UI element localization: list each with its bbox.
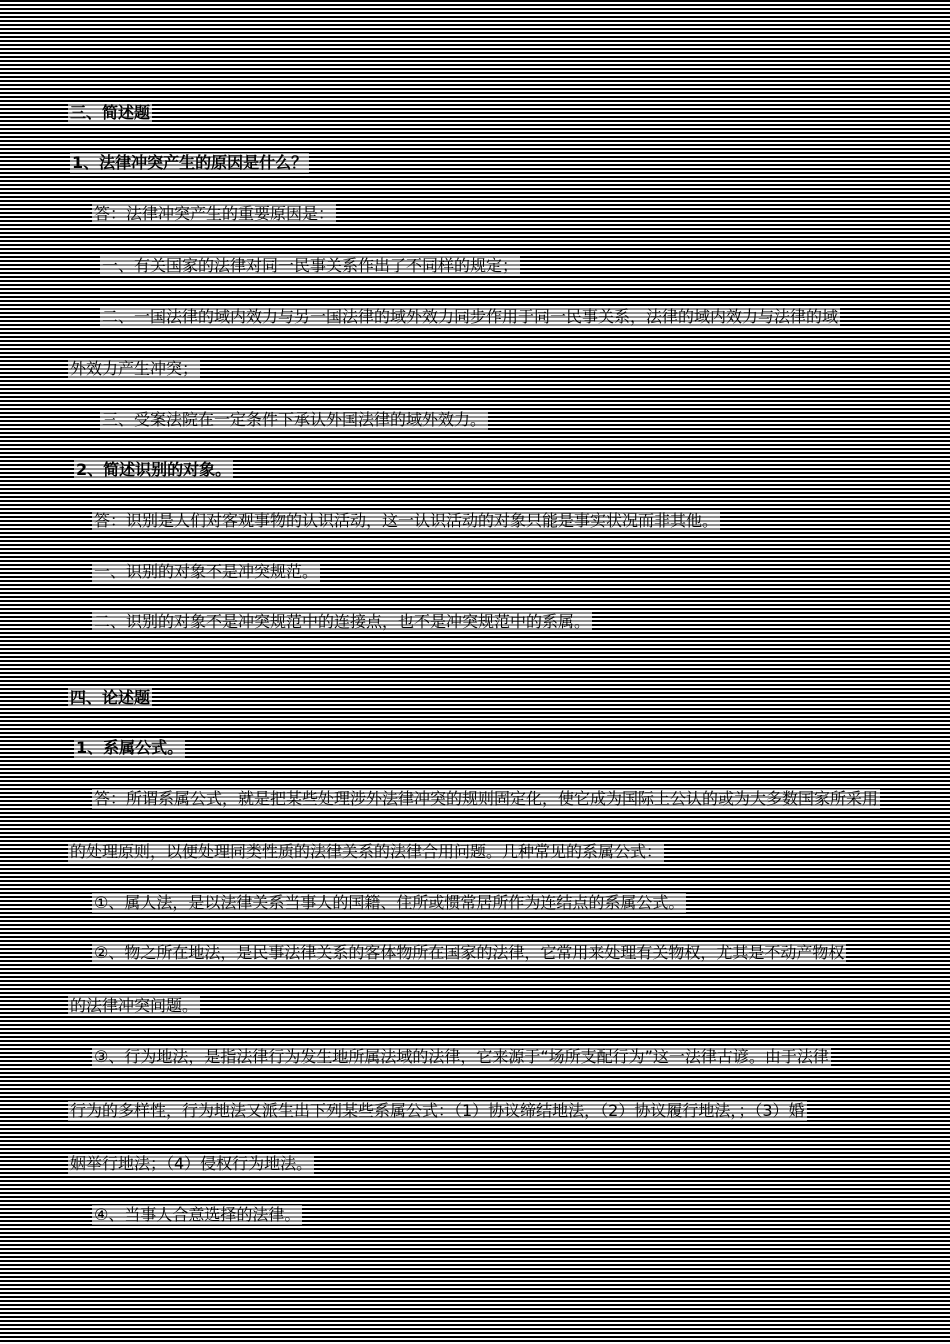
answer-point-continued: 外效力产生冲突； — [70, 359, 199, 378]
section-heading: 三、简述题 — [70, 103, 151, 122]
answer-point: 三、受案法院在一定条件下承认外国法律的域外效力。 — [102, 410, 487, 429]
answer-text: 答：所谓系属公式，就是把某些处理涉外法律冲突的规则固定化，使它成为国际上公认的或为大多数国家所采用 — [94, 789, 879, 808]
answer-item-continued: 姻举行地法；（4）侵权行为地法。 — [70, 1154, 313, 1173]
answer-item: ①、属人法，是以法律关系当事人的国籍、住所或惯常居所作为连结点的系属公式。 — [94, 893, 685, 912]
answer-text: 答：识别是人们对客观事物的认识活动，这一认识活动的对象只能是事实状况而非其他。 — [94, 511, 719, 530]
answer-item: ④、当事人合意选择的法律。 — [94, 1205, 301, 1224]
question-title: 1、法律冲突产生的原因是什么？ — [72, 153, 308, 172]
answer-text-continued: 的处理原则，以便处理同类性质的法律关系的法律合用问题。几种常见的系属公式： — [70, 842, 663, 861]
answer-point: 一、有关国家的法律对同一民事关系作出了不同样的规定； — [102, 256, 519, 275]
answer-point: 二、一国法律的域内效力与另一国法律的域外效力同步作用于同一民事关系，法律的域内效力与法律的域 — [102, 307, 839, 326]
answer-item-continued: 行为的多样性，行为地法又派生出下列某些系属公式：（1）协议缔结地法，（2）协议履行地法，；（3）婚 — [70, 1101, 805, 1120]
question-title: 2、简述识别的对象。 — [76, 460, 232, 479]
section-heading: 四、论述题 — [70, 688, 151, 707]
answer-point: 一、识别的对象不是冲突规范。 — [94, 562, 319, 581]
answer-point: 二、识别的对象不是冲突规范中的连接点，也不是冲突规范中的系属。 — [94, 612, 591, 631]
question-title: 1、系属公式。 — [76, 738, 184, 757]
answer-item: ③、行为地法，是指法律行为发生地所属法域的法律，它来源于“场所支配行为”这一法律古谚。由于法律 — [94, 1047, 829, 1066]
answer-item-continued: 的法律冲突问题。 — [70, 996, 199, 1015]
answer-text: 答：法律冲突产生的重要原因是： — [94, 204, 335, 223]
answer-item: ②、物之所在地法，是民事法律关系的客体物所在国家的法律，它常用来处理有关物权，尤其是不动产物权 — [94, 943, 845, 962]
